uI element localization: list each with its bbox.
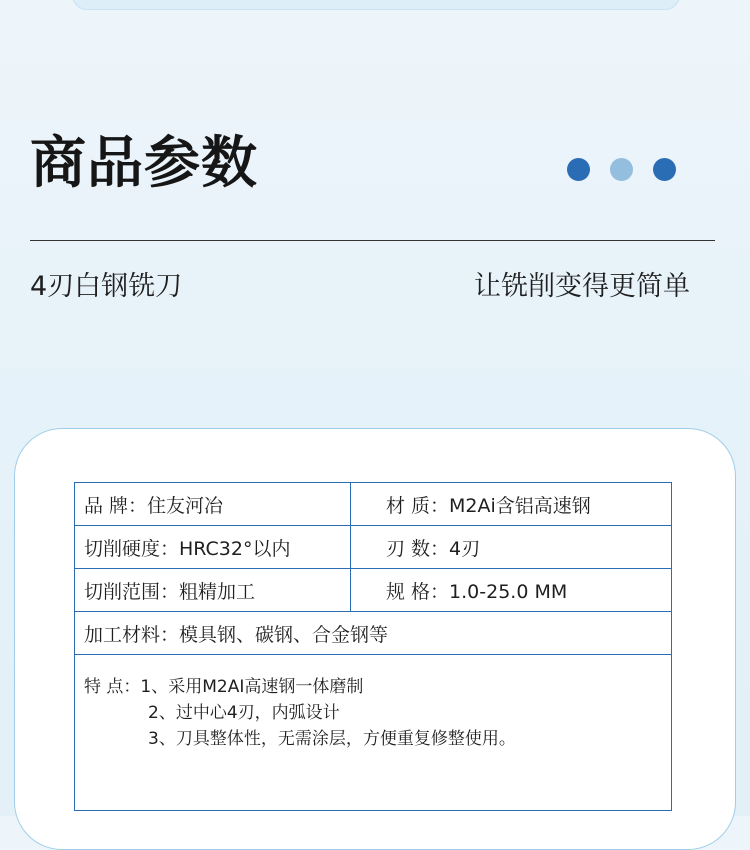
spec-brand: 品 牌：住友河冶: [75, 483, 351, 526]
spec-workpiece-materials: 加工材料：模具钢、碳钢、合金钢等: [75, 612, 672, 655]
divider: [30, 240, 715, 241]
spec-table: [74, 482, 672, 811]
carousel-dot-1[interactable]: [567, 158, 590, 181]
spec-features: [75, 655, 672, 811]
table-row: [75, 483, 672, 526]
spec-size: 规 格：1.0-25.0 MM: [351, 569, 672, 612]
table-row: [75, 612, 672, 655]
feature-line-1: 特 点：1、采用M2AI高速钢一体磨制: [84, 677, 364, 697]
product-slogan: 让铣削变得更简单: [474, 271, 690, 302]
spec-hardness: 切削硬度：HRC32°以内: [75, 526, 351, 569]
spec-material: 材 质：M2Ai含铝高速钢: [351, 483, 672, 526]
carousel-dots: [567, 158, 676, 181]
page-title: 商品参数: [30, 131, 258, 196]
table-row: [75, 569, 672, 612]
feature-line-3: 3、刀具整体性，无需涂层，方便重复修整使用。: [148, 729, 516, 749]
product-subtitle: 4刃白钢铣刀: [30, 271, 183, 302]
table-row: [75, 526, 672, 569]
spec-flutes: 刃 数：4刃: [351, 526, 672, 569]
carousel-dot-2[interactable]: [610, 158, 633, 181]
table-row: [75, 655, 672, 811]
carousel-dot-3[interactable]: [653, 158, 676, 181]
feature-line-2: 2、过中心4刃，内弧设计: [148, 703, 340, 723]
spec-range: 切削范围：粗精加工: [75, 569, 351, 612]
top-banner: [72, 0, 680, 10]
